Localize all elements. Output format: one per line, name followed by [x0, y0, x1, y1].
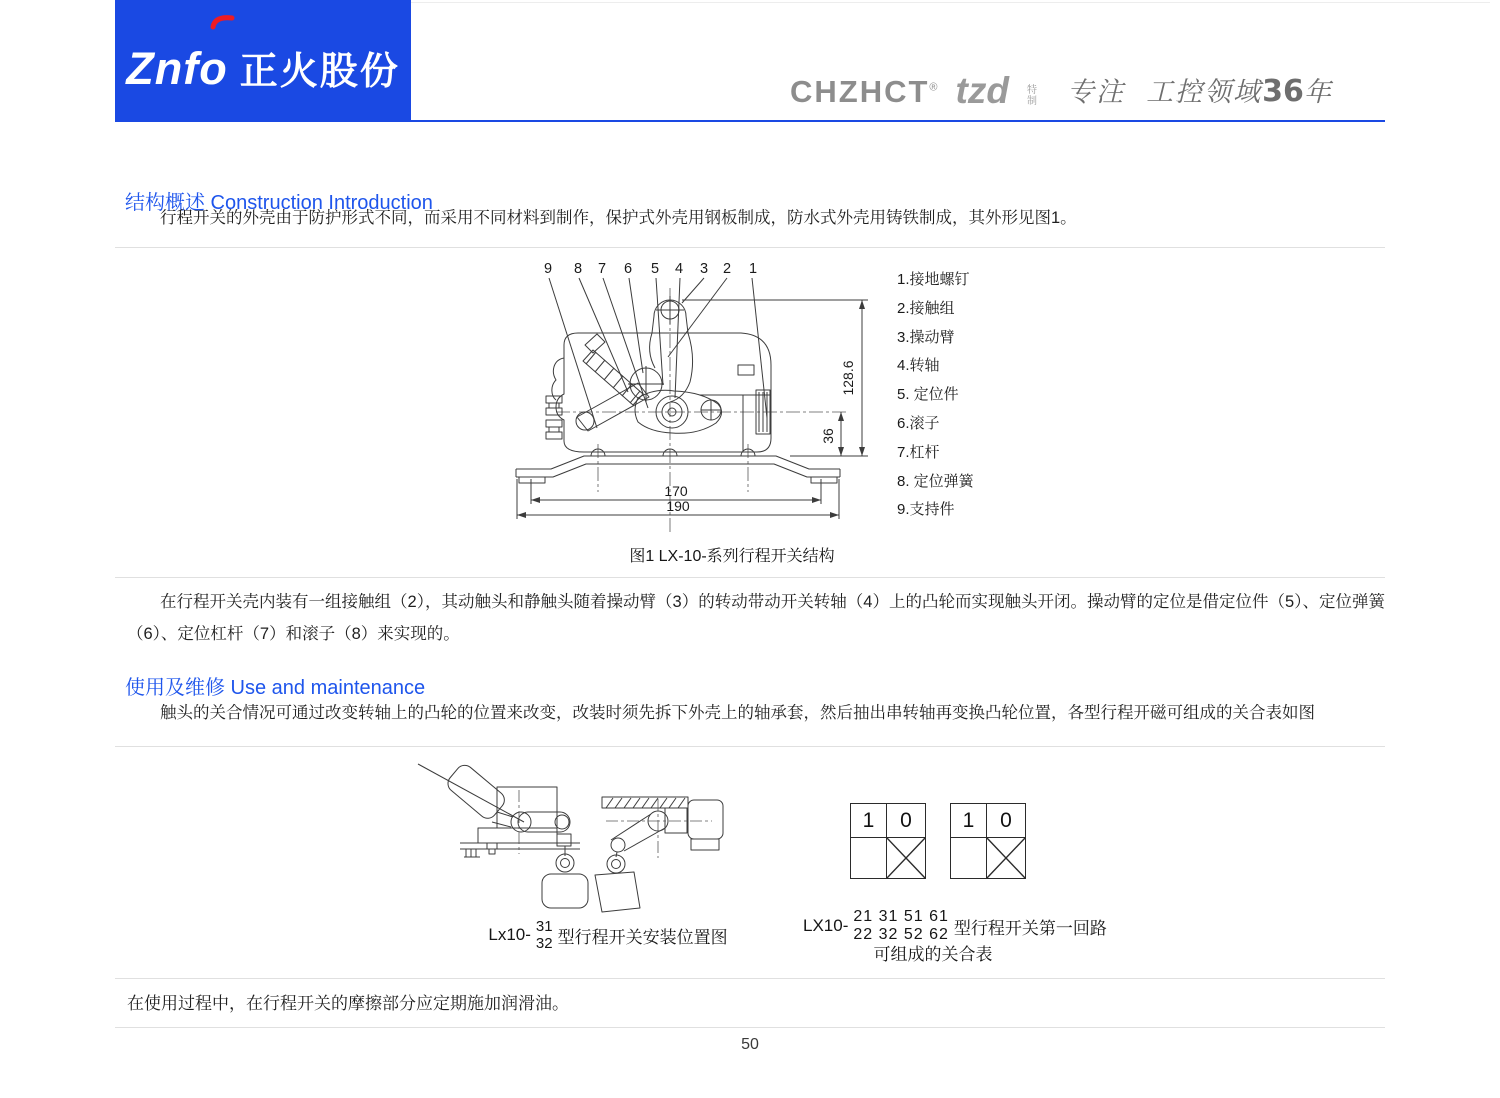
- divider-2: [115, 577, 1385, 578]
- mechanism-paragraph: 在行程开关壳内装有一组接触组（2），其动触头和静触头随着操动臂（3）的转动带动开关转轴（4）上的凸轮而实现触头开闭。操动臂的定位是借定位件（5）、定位弹簧（6）、定位杠杆（7）和滚子（8）来实现的。: [127, 593, 1385, 643]
- brand-strip: [790, 70, 1390, 111]
- callout-9: 9: [543, 261, 553, 277]
- registered-mark: ®: [929, 81, 940, 94]
- legend-item: 8. 定位弹簧: [897, 472, 974, 490]
- legend-item: 4.转轴: [897, 357, 940, 375]
- figure3-model-bottom: 22 32 52 62: [853, 926, 949, 944]
- figure1-drawing: [510, 255, 930, 555]
- divider-4: [115, 978, 1385, 979]
- figure3-caption-prefix: LX10-: [803, 916, 849, 936]
- company-logo: [115, 0, 411, 120]
- callout-3: 3: [699, 261, 709, 277]
- callout-4: 4: [674, 261, 684, 277]
- tzd-sub-char1: 特: [1026, 85, 1037, 97]
- table1-cell-crossed: [887, 838, 925, 878]
- legend-item: 6.滚子: [897, 414, 940, 432]
- divider-3: [115, 746, 1385, 747]
- top-hairline: [395, 2, 1490, 3]
- figure2-model-top: 31: [535, 918, 553, 935]
- logo-chinese-text: 正火股份: [239, 50, 400, 93]
- legend-item: 7.杠杆: [897, 443, 940, 461]
- slogan-tail: 年: [1303, 77, 1333, 109]
- figure2-model-bottom: 32: [535, 935, 553, 953]
- contact-table-1: [850, 803, 926, 879]
- table2-cell-empty: [951, 838, 987, 878]
- callout-8: 8: [573, 261, 583, 277]
- figure1-caption: 图1 LX-10-系列行程开关结构: [629, 548, 835, 565]
- figure2-caption: [458, 918, 758, 953]
- cross-mark-icon: [987, 838, 1025, 878]
- figure2-model-stack: [536, 918, 553, 953]
- brand-slogan: [1066, 74, 1333, 110]
- construction-paragraph: 行程开关的外壳由于防护形式不同，而采用不同材料到制作，保护式外壳用钢板制成，防水式外壳用铸铁制成，其外形见图1。: [160, 209, 1077, 227]
- contact-table-2: [950, 803, 1026, 879]
- section-title-maintenance: 使用及维修 Use and maintenance: [125, 676, 426, 699]
- page-number: 50: [741, 1036, 759, 1053]
- figure2-caption-suffix: 型行程开关安装位置图: [557, 927, 728, 947]
- brand-tzd-subscript: [1027, 85, 1037, 107]
- table2-cell-crossed: [987, 838, 1025, 878]
- legend-item: 1.接地螺钉: [897, 271, 970, 288]
- callout-6: 6: [623, 261, 633, 277]
- legend-item: 3.操动臂: [897, 328, 955, 346]
- legend-item: 5. 定位件: [897, 386, 959, 404]
- header-divider: [115, 120, 1385, 122]
- dim-36: 36: [820, 428, 836, 444]
- callout-5: 5: [650, 261, 660, 277]
- table1-cell-1: 1: [851, 804, 887, 838]
- lubrication-note: 在使用过程中，在行程开关的摩擦部分应定期施加润滑油。: [127, 994, 569, 1013]
- brand-tzd-text: tzd: [955, 70, 1009, 111]
- figure2-caption-prefix: Lx10-: [488, 925, 531, 945]
- divider-5: [115, 1027, 1385, 1028]
- slogan-years: 36: [1262, 74, 1304, 110]
- brand-tzd: [955, 70, 1009, 111]
- figure1-legend: [897, 266, 974, 525]
- figure3-caption-suffix: 型行程开关第一回路: [953, 918, 1107, 938]
- maintenance-paragraph: 触头的关合情况可通过改变转轴上的凸轮的位置来改变，改装时须先拆下外壳上的轴承套，然后抽出串转轴再变换凸轮位置，各型行程开磁可组成的关合表如图: [160, 704, 1315, 722]
- table1-cell-empty: [851, 838, 887, 878]
- legend-item: 9.支持件: [897, 501, 955, 519]
- table1-cell-0: 0: [887, 804, 925, 838]
- slogan-body: 工控领域: [1146, 77, 1263, 109]
- callout-2: 2: [722, 261, 732, 277]
- table2-cell-0: 0: [987, 804, 1025, 838]
- figure3-caption-line2: 可组成的关合表: [873, 945, 993, 964]
- brand-wordmark-text: CHZHCT: [790, 74, 930, 110]
- logo-latin-text: Znfo: [126, 42, 228, 94]
- figure3-model-top: 21 31 51 61: [853, 908, 949, 925]
- section-title-construction: 结构概述 Construction Introduction: [125, 191, 433, 214]
- tzd-sub-char2: 制: [1026, 96, 1037, 108]
- callout-1: 1: [748, 261, 758, 277]
- cross-mark-icon: [887, 838, 925, 878]
- callout-7: 7: [597, 261, 607, 277]
- dim-190: 190: [666, 498, 690, 514]
- divider-1: [115, 247, 1385, 248]
- brand-wordmark: [790, 74, 940, 110]
- dim-170: 170: [664, 483, 688, 499]
- dim-128-6: 128.6: [840, 360, 856, 396]
- slogan-lead: 专注: [1066, 77, 1125, 109]
- logo-flame-icon: [212, 14, 234, 28]
- table2-cell-1: 1: [951, 804, 987, 838]
- figure2-drawing: [405, 756, 770, 916]
- legend-item: 2.接触组: [897, 299, 955, 317]
